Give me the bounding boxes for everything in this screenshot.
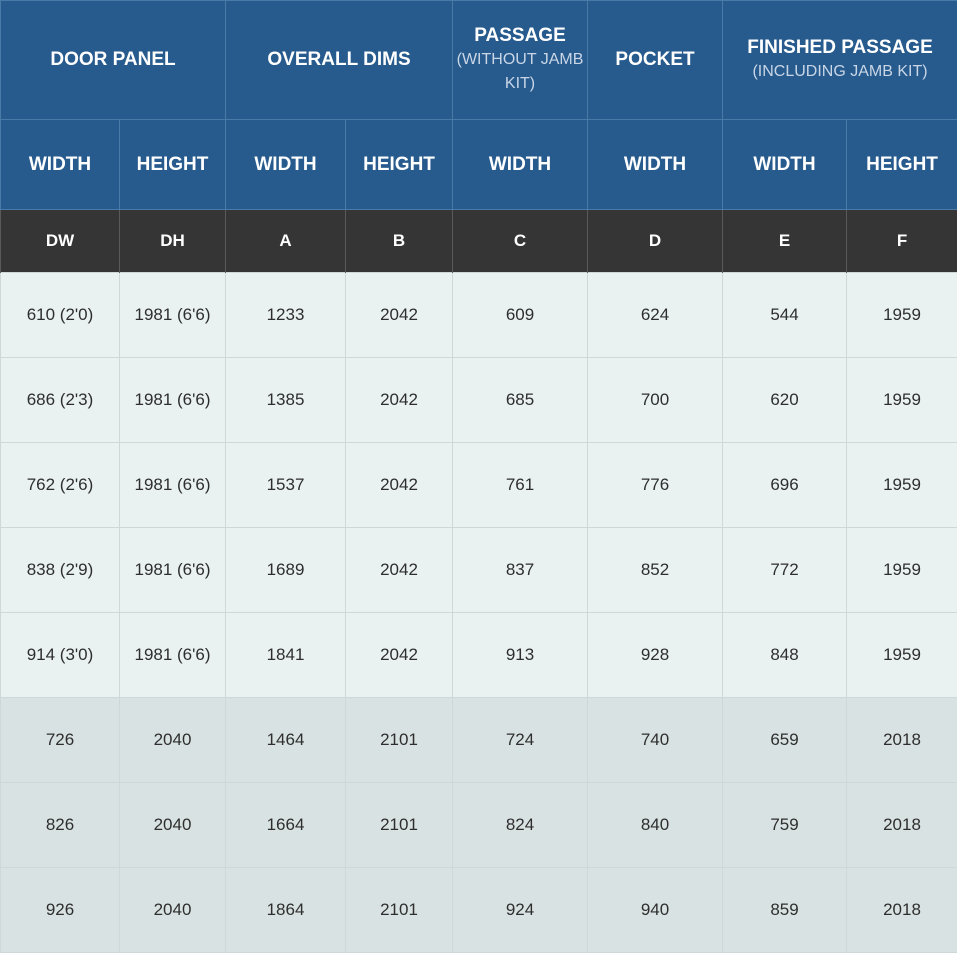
- subheader-cell: WIDTH: [226, 120, 346, 210]
- table-cell: 1959: [847, 443, 957, 528]
- table-cell: 852: [588, 528, 723, 613]
- table-row: [1, 273, 957, 358]
- table-cell: 2042: [346, 273, 453, 358]
- code-cell: A: [226, 210, 346, 273]
- code-cell: DH: [120, 210, 226, 273]
- code-cell: B: [346, 210, 453, 273]
- code-header-row: [1, 210, 957, 273]
- table-row: [1, 443, 957, 528]
- table-cell: 1385: [226, 358, 346, 443]
- header-finished-passage-note: (INCLUDING JAMB KIT): [752, 63, 928, 80]
- table-cell: 686 (2'3): [1, 358, 120, 443]
- table-cell: 2040: [120, 783, 226, 868]
- subheader-cell: WIDTH: [1, 120, 120, 210]
- table-cell: 726: [1, 698, 120, 783]
- table-row: [1, 613, 957, 698]
- table-cell: 2042: [346, 443, 453, 528]
- header-door-panel: DOOR PANEL: [1, 1, 226, 120]
- table-cell: 838 (2'9): [1, 528, 120, 613]
- table-row: [1, 698, 957, 783]
- table-cell: 1537: [226, 443, 346, 528]
- subheader-cell: WIDTH: [723, 120, 847, 210]
- table-cell: 2042: [346, 528, 453, 613]
- table-cell: 940: [588, 868, 723, 953]
- table-cell: 913: [453, 613, 588, 698]
- code-cell: DW: [1, 210, 120, 273]
- table-body: [1, 273, 957, 953]
- table-cell: 762 (2'6): [1, 443, 120, 528]
- table-row: [1, 783, 957, 868]
- header-passage-note: (WITHOUT JAMB KIT): [456, 51, 584, 92]
- table-cell: 659: [723, 698, 847, 783]
- table-cell: 1664: [226, 783, 346, 868]
- table-cell: 610 (2'0): [1, 273, 120, 358]
- table-cell: 2101: [346, 698, 453, 783]
- table-cell: 2101: [346, 783, 453, 868]
- table-row: [1, 528, 957, 613]
- header-pocket: POCKET: [588, 1, 723, 120]
- table-cell: 1981 (6'6): [120, 528, 226, 613]
- table-cell: 609: [453, 273, 588, 358]
- group-header-row: [1, 1, 957, 120]
- table-cell: 1981 (6'6): [120, 273, 226, 358]
- header-passage: PASSAGE (WITHOUT JAMB KIT): [453, 1, 588, 120]
- code-cell: D: [588, 210, 723, 273]
- code-cell: C: [453, 210, 588, 273]
- table-cell: 2018: [847, 783, 957, 868]
- table-cell: 2040: [120, 868, 226, 953]
- table-cell: 2101: [346, 868, 453, 953]
- table-cell: 1233: [226, 273, 346, 358]
- table-cell: 926: [1, 868, 120, 953]
- table-cell: 1464: [226, 698, 346, 783]
- subheader-cell: WIDTH: [453, 120, 588, 210]
- table-cell: 1689: [226, 528, 346, 613]
- table-cell: 924: [453, 868, 588, 953]
- table-cell: 624: [588, 273, 723, 358]
- table-row: [1, 868, 957, 953]
- table-cell: 700: [588, 358, 723, 443]
- header-overall-dims: OVERALL DIMS: [226, 1, 453, 120]
- table-cell: 776: [588, 443, 723, 528]
- table-cell: 761: [453, 443, 588, 528]
- table-cell: 1959: [847, 358, 957, 443]
- subheader-cell: WIDTH: [588, 120, 723, 210]
- table-cell: 2040: [120, 698, 226, 783]
- subheader-cell: HEIGHT: [346, 120, 453, 210]
- dimension-header-row: [1, 120, 957, 210]
- header-finished-passage: FINISHED PASSAGE (INCLUDING JAMB KIT): [723, 1, 957, 120]
- table-cell: 544: [723, 273, 847, 358]
- table-cell: 837: [453, 528, 588, 613]
- table-cell: 2042: [346, 613, 453, 698]
- table-cell: 840: [588, 783, 723, 868]
- code-cell: E: [723, 210, 847, 273]
- table-cell: 759: [723, 783, 847, 868]
- code-cell: F: [847, 210, 957, 273]
- table-cell: 826: [1, 783, 120, 868]
- table-cell: 740: [588, 698, 723, 783]
- table-cell: 848: [723, 613, 847, 698]
- table-cell: 914 (3'0): [1, 613, 120, 698]
- table-cell: 1959: [847, 528, 957, 613]
- table-cell: 1841: [226, 613, 346, 698]
- table-row: [1, 358, 957, 443]
- table-cell: 928: [588, 613, 723, 698]
- table-cell: 724: [453, 698, 588, 783]
- table-cell: 859: [723, 868, 847, 953]
- table-cell: 1981 (6'6): [120, 358, 226, 443]
- table-cell: 696: [723, 443, 847, 528]
- table-cell: 2018: [847, 698, 957, 783]
- table-cell: 620: [723, 358, 847, 443]
- table-cell: 2042: [346, 358, 453, 443]
- table-cell: 1981 (6'6): [120, 443, 226, 528]
- subheader-cell: HEIGHT: [120, 120, 226, 210]
- table-cell: 685: [453, 358, 588, 443]
- table-cell: 1959: [847, 613, 957, 698]
- table-cell: 824: [453, 783, 588, 868]
- table-cell: 772: [723, 528, 847, 613]
- table-cell: 2018: [847, 868, 957, 953]
- table-cell: 1959: [847, 273, 957, 358]
- subheader-cell: HEIGHT: [847, 120, 957, 210]
- table-cell: 1981 (6'6): [120, 613, 226, 698]
- table-cell: 1864: [226, 868, 346, 953]
